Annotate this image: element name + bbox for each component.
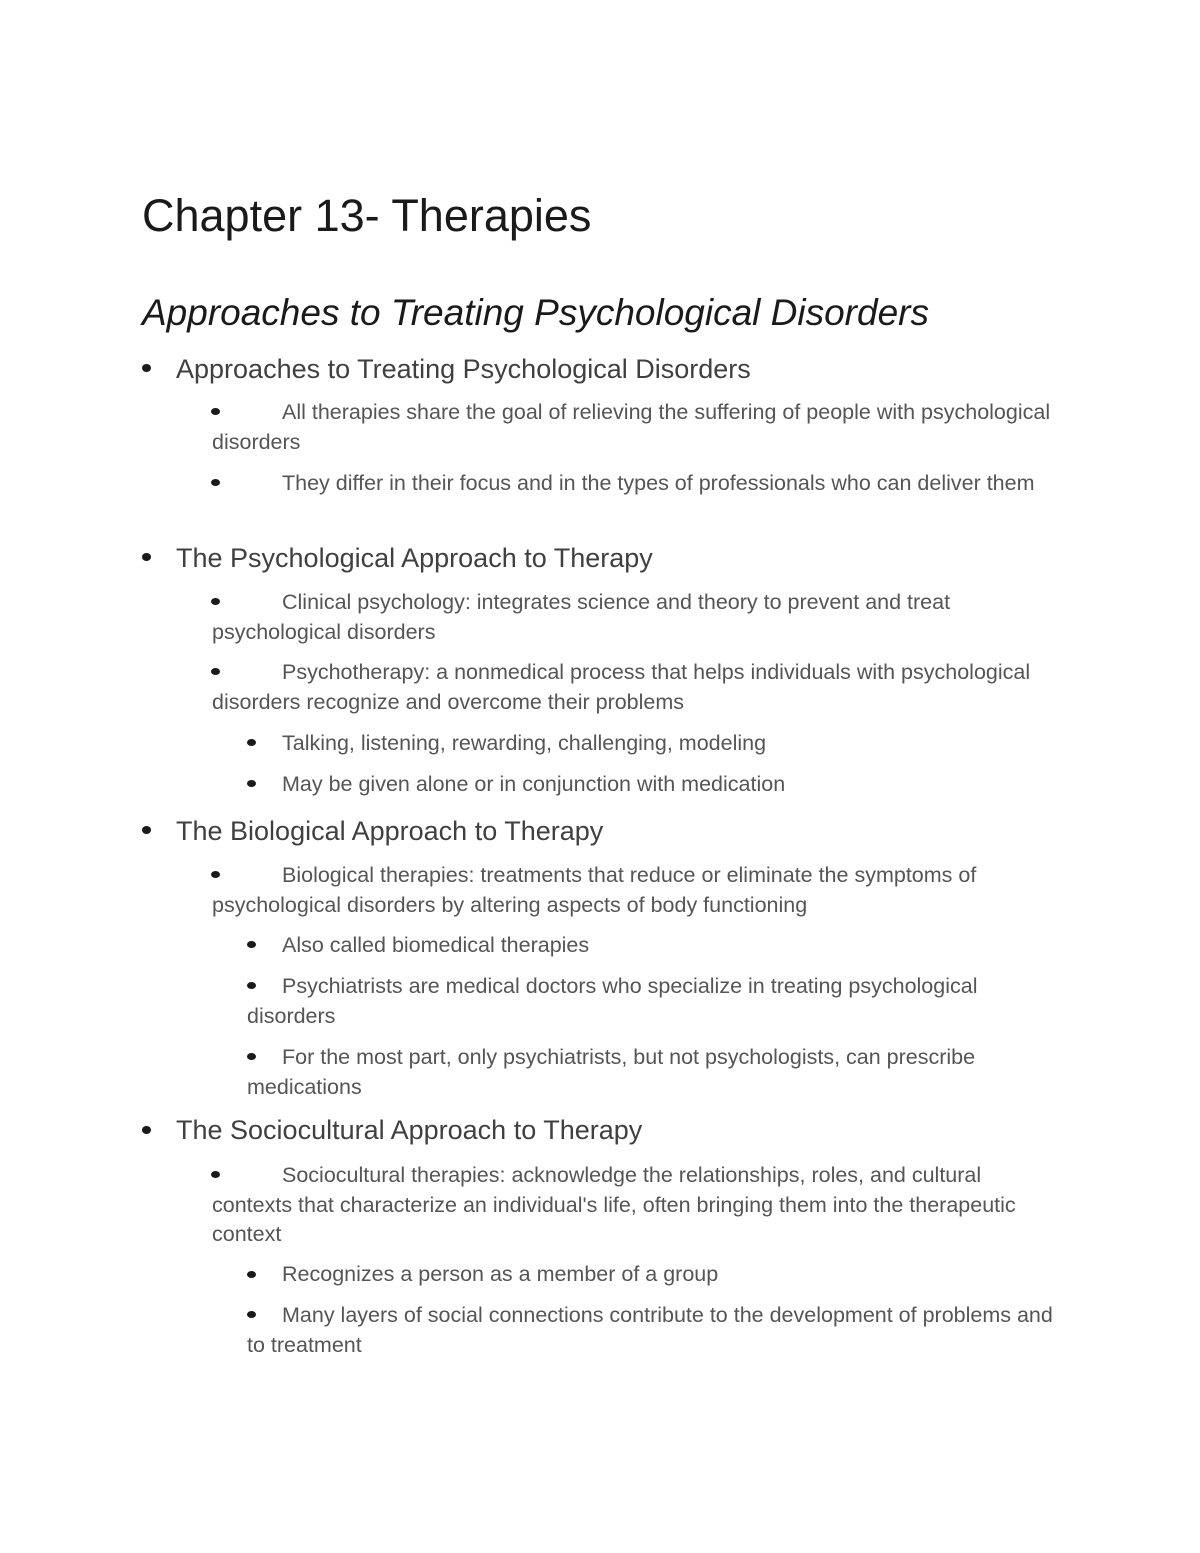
section-subtitle: Approaches to Treating Psychological Disorders [142,292,929,333]
list-item: Psychotherapy: a nonmedical process that helps individuals with psychological disorders recognize and overcome their problems [212,660,1031,714]
bullet-icon [142,1126,151,1134]
section-heading: Approaches to Treating Psychological Disorders [176,354,751,384]
page-title: Chapter 13- Therapies [142,190,592,241]
bullet-icon [142,826,151,834]
bullet-icon [142,553,151,561]
list-item: All therapies share the goal of relieving the suffering of people with psychological disorders [212,400,1051,454]
list-item: They differ in their focus and in the types of professionals who can deliver them [282,471,1035,495]
list-item: Biological therapies: treatments that reduce or eliminate the symptoms of psychological disorders by altering aspects of body functioning [212,863,977,917]
sub-list-item: Also called biomedical therapies [282,933,590,957]
section-heading: The Biological Approach to Therapy [176,816,604,846]
list-item: Clinical psychology: integrates science and theory to prevent and treat psychological disorders [212,590,951,644]
list-item: Sociocultural therapies: acknowledge the relationships, roles, and cultural contexts that characterize an individual's life, often bringing them into the therapeutic context [212,1163,1016,1246]
sub-list-item: May be given alone or in conjunction with medication [282,772,786,796]
sub-list-item: Recognizes a person as a member of a group [282,1262,719,1286]
section-heading: The Psychological Approach to Therapy [176,543,653,573]
section-heading: The Sociocultural Approach to Therapy [176,1115,643,1145]
sub-list-item: Psychiatrists are medical doctors who specialize in treating psychological disorders [247,974,978,1028]
bullet-icon [142,364,151,372]
sub-list-item: Talking, listening, rewarding, challenging, modeling [282,731,767,755]
sub-list-item: For the most part, only psychiatrists, but not psychologists, can prescribe medications [247,1045,976,1099]
sub-list-item: Many layers of social connections contribute to the development of problems and to treatment [247,1303,1053,1357]
